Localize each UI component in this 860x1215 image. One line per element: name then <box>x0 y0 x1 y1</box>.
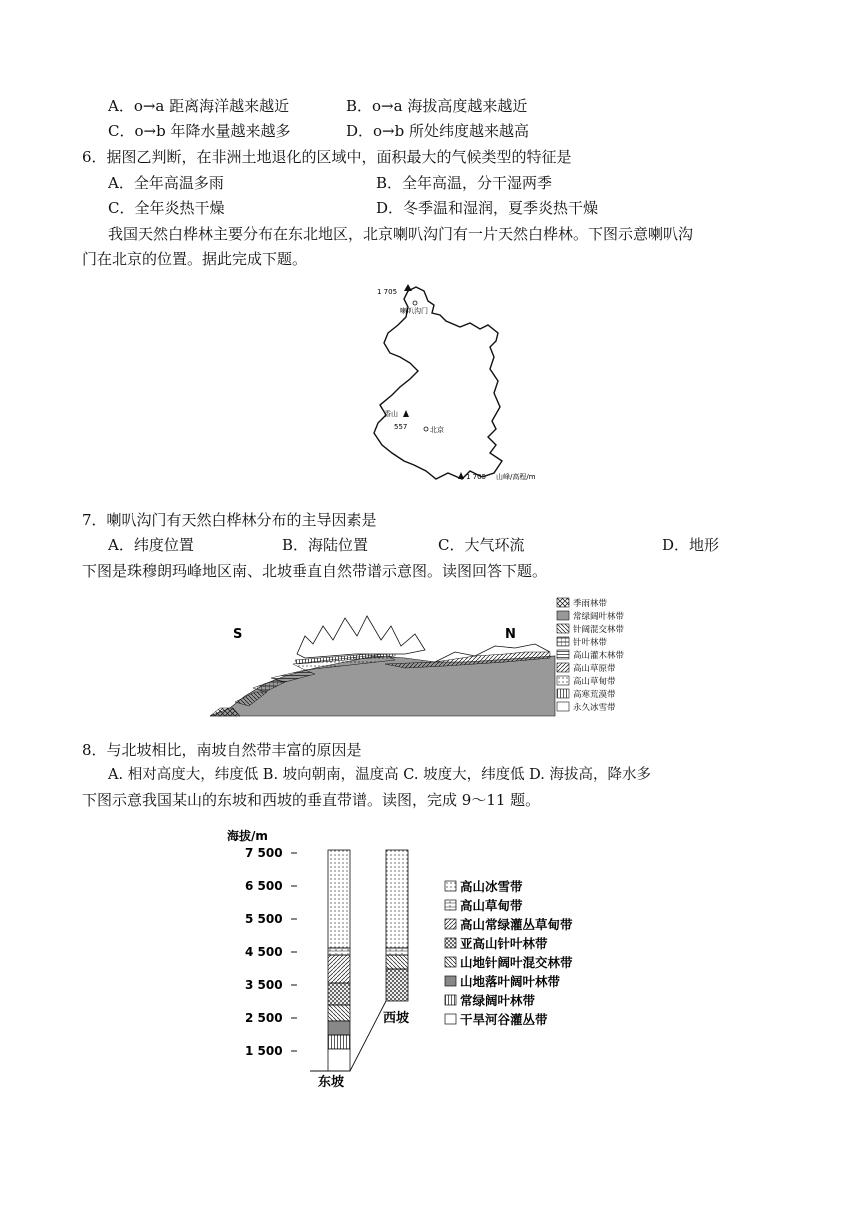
q6-option-b: B．全年高温，分干湿两季 <box>376 174 553 192</box>
profile-legend <box>557 598 625 713</box>
legend-evergreen: 常绿阔叶林带 <box>573 612 625 622</box>
bars-legend <box>445 879 573 1027</box>
west-slope-label: 西坡 <box>383 1011 410 1026</box>
tick-3500: 3 500 <box>245 978 283 992</box>
north-label: N <box>505 627 516 642</box>
legend-bar-meadow: 高山草甸带 <box>460 898 523 913</box>
legend-desert: 高寒荒漠带 <box>573 690 616 700</box>
intro7-line2: 门在北京的位置。据此完成下题。 <box>82 250 308 268</box>
legend-bar-evergreen: 常绿阔叶林带 <box>460 993 536 1008</box>
q7-stem: 7．喇叭沟门有天然白桦林分布的主导因素是 <box>82 511 377 529</box>
intro9: 下图示意我国某山的东坡和西坡的垂直带谱。读图，完成 9～11 题。 <box>82 791 541 809</box>
east-slope-label: 东坡 <box>318 1075 345 1090</box>
tick-7500: 7 500 <box>245 846 283 860</box>
q5-option-c: C．o→b 年降水量越来越多 <box>108 122 291 140</box>
y-axis-ticks <box>245 846 283 1058</box>
peak-top-label: 1 705 <box>377 288 398 296</box>
legend-shrub: 高山灌木林带 <box>573 651 625 661</box>
legend-monsoon: 季雨林带 <box>573 599 608 609</box>
q7-option-d: D．地形 <box>662 536 720 554</box>
tick-5500: 5 500 <box>245 912 283 926</box>
legend-bar-shrub-meadow: 高山常绿灌丛草甸带 <box>460 917 573 932</box>
q8-options: A. 相对高度大，纬度低 B. 坡向朝南，温度高 C. 坡度大，纬度低 D. 海拔高，降水多 <box>108 767 652 783</box>
legend-bar-subalpine: 亚高山针叶林带 <box>460 936 548 951</box>
tick-marks <box>291 853 297 1051</box>
beijing-outline <box>374 287 502 479</box>
legend-value: 1 705 <box>466 473 487 481</box>
q7-option-b: B．海陆位置 <box>282 536 369 554</box>
legend-bar-valley: 干旱河谷灌丛带 <box>460 1012 548 1027</box>
legend-bar-deciduous: 山地落叶阔叶林带 <box>460 974 561 989</box>
q8-stem: 8．与北坡相比，南坡自然带丰富的原因是 <box>82 741 362 759</box>
q7-option-c: C．大气环流 <box>438 536 525 554</box>
legend-conifer: 针叶林带 <box>573 638 608 648</box>
q7-option-a: A．纬度位置 <box>108 536 194 554</box>
q5-option-d: D．o→b 所处纬度越来越高 <box>346 122 529 140</box>
beijing-marker <box>424 427 428 431</box>
south-label: S <box>233 627 243 642</box>
q6-stem: 6．据图乙判断，在非洲土地退化的区域中，面积最大的气候类型的特征是 <box>82 148 572 166</box>
q5-option-a: A．o→a 距离海洋越来越近 <box>108 97 290 115</box>
slope-spectrum-diagram <box>225 825 625 1090</box>
y-axis-title: 海拔/m <box>227 829 268 843</box>
tick-1500: 1 500 <box>245 1044 283 1058</box>
q5-option-b: B．o→a 海拔高度越来越近 <box>346 97 528 115</box>
xiangshan-elev: 557 <box>394 423 408 431</box>
intro7-line1: 我国天然白桦林主要分布在东北地区，北京喇叭沟门有一片天然白桦林。下图示意喇叭沟 <box>108 225 694 243</box>
tick-4500: 4 500 <box>245 945 283 959</box>
q6-option-d: D．冬季温和湿润，夏季炎热干燥 <box>376 199 599 217</box>
peak-marker-top <box>404 284 412 291</box>
labahu-label: 喇叭沟门 <box>400 307 428 315</box>
legend-text: 山峰/高程/m <box>496 473 536 481</box>
legend-mixed: 针阔混交林带 <box>573 625 625 635</box>
legend-snow: 永久冰雪带 <box>573 703 616 713</box>
legend-peak-marker <box>458 472 464 479</box>
legend-grassland: 高山草原带 <box>573 664 616 674</box>
legend-meadow: 高山草甸带 <box>573 677 616 687</box>
labahu-marker <box>413 301 417 305</box>
legend-bar-snow: 高山冰雪带 <box>460 879 523 894</box>
intro8: 下图是珠穆朗玛峰地区南、北坡垂直自然带谱示意图。读图回答下题。 <box>82 562 548 580</box>
beijing-map <box>370 283 570 488</box>
q6-option-a: A．全年高温多雨 <box>108 174 224 192</box>
xiangshan-label: 香山 <box>384 410 398 418</box>
beijing-label: 北京 <box>430 426 444 434</box>
tick-6500: 6 500 <box>245 879 283 893</box>
east-slope-bar <box>328 850 350 1071</box>
west-slope-bar <box>386 850 408 1001</box>
band-snow <box>297 616 425 658</box>
peak-marker-xiangshan <box>403 410 409 417</box>
tick-2500: 2 500 <box>245 1011 283 1025</box>
q6-option-c: C．全年炎热干燥 <box>108 199 225 217</box>
everest-profile-diagram <box>205 596 650 721</box>
legend-bar-mixed: 山地针阔叶混交林带 <box>460 955 573 970</box>
